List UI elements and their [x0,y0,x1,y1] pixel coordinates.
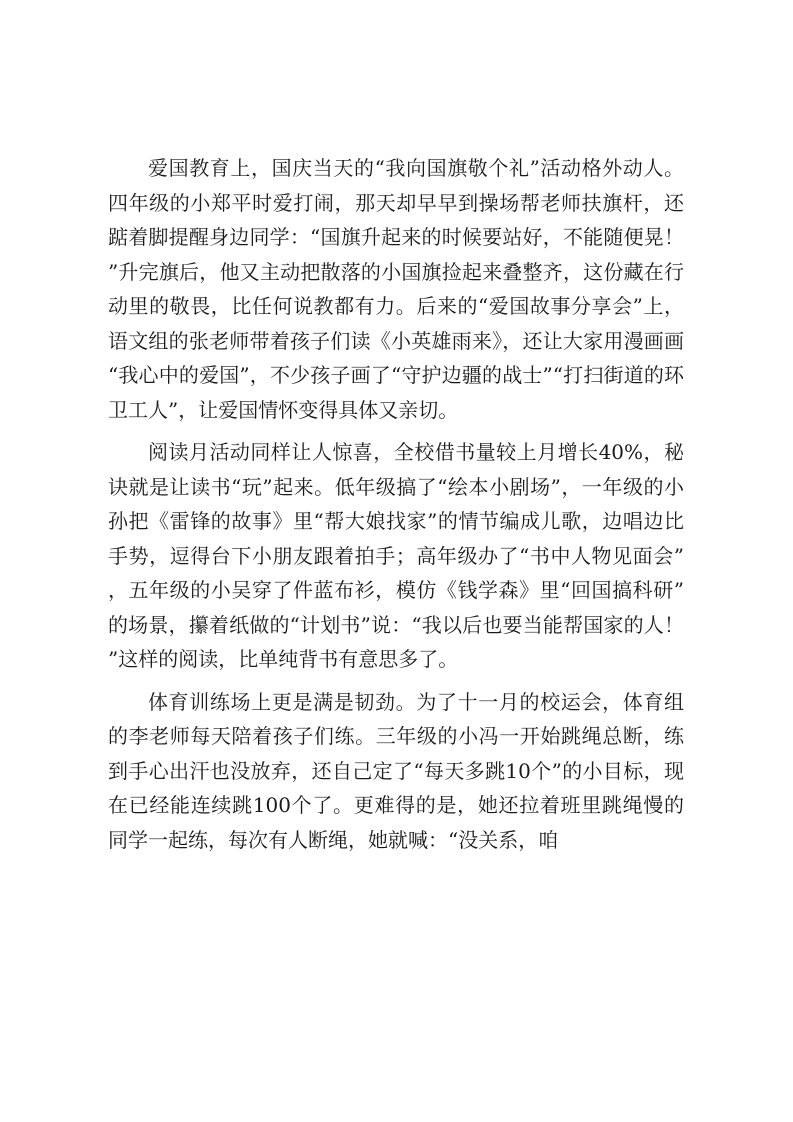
paragraph-reading-month: 阅读月活动同样让人惊喜，全校借书量较上月增长40%，秘诀就是让读书“玩”起来。低年级搞了“绘本小剧场”，一年级的小孙把《雷锋的故事》里“帮大娘找家”的情节编成儿歌，边唱边比手势，逗得台下小朋友跟着拍手；高年级办了“书中人物见面会”，五年级的小吴穿了件蓝布衫，模仿《钱学森》里“回国搞科研”的场景，攥着纸做的“计划书”说：“我以后也要当能帮国家的人！”这样的阅读，比单纯背书有意思多了。 [108,440,684,671]
paragraph-patriotic-education: 爱国教育上，国庆当天的“我向国旗敬个礼”活动格外动人。四年级的小郑平时爱打闹，那天却早早到操场帮老师扶旗杆，还踮着脚提醒身边同学：“国旗升起来的时候要站好，不能随便晃！”升完旗后，他又主动把散落的小国旗捡起来叠整齐，这份藏在行动里的敬畏，比任何说教都有力。后来的“爱国故事分享会”上，语文组的张老师带着孩子们读《小英雄雨来》，还让大家用漫画画“我心中的爱国”，不少孩子画了“守护边疆的战士”“打扫街道的环卫工人”，让爱国情怀变得具体又亲切。 [108,156,684,422]
paragraph-sports-training: 体育训练场上更是满是韧劲。为了十一月的校运会，体育组的李老师每天陪着孩子们练。三年级的小冯一开始跳绳总断，练到手心出汗也没放弃，还自己定了“每天多跳10个”的小目标，现在已经能连续跳100个了。更难得的是，她还拉着班里跳绳慢的同学一起练，每次有人断绳，她就喊：“没关系，咱 [108,689,684,852]
document-body [108,151,684,865]
